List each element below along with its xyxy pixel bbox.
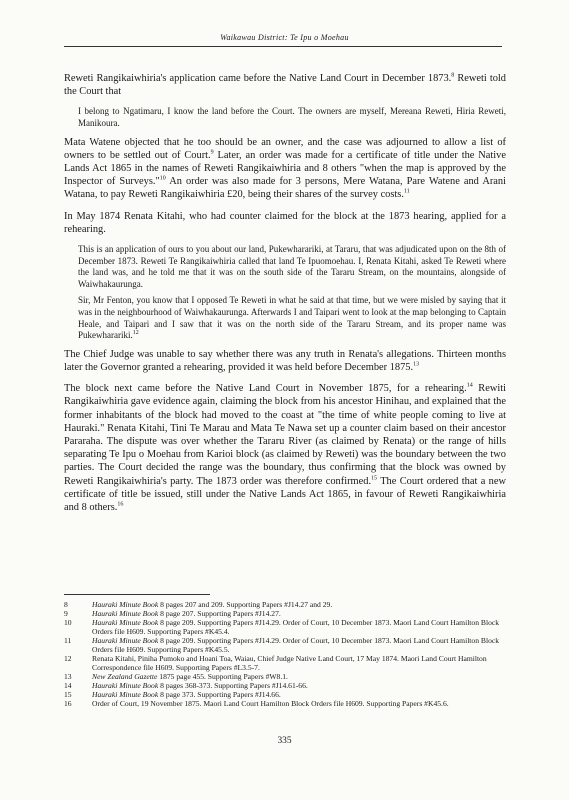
paragraph-1: Reweti Rangikaiwhiria's application came before the Native Land Court in December 1873.$^8$ Reweti told the Court that <box>64 72 506 98</box>
paragraph-4: The Chief Judge was unable to say whether there was any truth in Renata's allegations. Thirteen months later the Governor granted a rehearing, provided it was held before December 1875.13 <box>64 348 506 373</box>
footnote-ref-10[interactable]: 10 <box>159 175 166 182</box>
page-number: 335 <box>277 736 292 746</box>
footnote-item: 15 Hauraki Minute Book 8 page 373. Supporting Papers #J14.66. <box>64 690 281 699</box>
footnote-ref-8[interactable]: 8 <box>451 72 455 79</box>
footnote-ref-9[interactable]: 9 <box>210 149 214 156</box>
footnote-rule <box>64 594 210 595</box>
paragraph-3: In May 1874 Renata Kitahi, who had counter claimed for the block at the 1873 hearing, applied for a rehearing. <box>64 210 506 235</box>
footnote-ref-11[interactable]: 11 <box>403 188 410 195</box>
paragraph-2: Mata Watene objected that he too should be an owner, and the case was adjourned to allow a list of owners to be settled out of Court.$^9$ Later, an order was made for a certificate of title under the Native Lands Act 1865 in the names of Reweti Rangikaiwhiria and 8 others "when the map is approved by the Inspector of Surveys."$^{10}$ An order was also made for 3 persons, Mere Watana, Pare Watene and Arani Watana, to pay Reweti Rangikaiwhiria £20, being their shares of the survey costs.$^{11}$ <box>64 136 506 201</box>
footnote-item: 8 Hauraki Minute Book 8 pages 207 and 209. Supporting Papers #J14.27 and 29. <box>64 600 333 609</box>
footnote-item: 14 Hauraki Minute Book 8 pages 368-373. Supporting Papers #J14.61-66. <box>64 681 308 690</box>
header-rule <box>64 46 502 47</box>
footnote-item: 16 Order of Court, 19 November 1875. Maori Land Court Hamilton Block Orders file H609. Supporting Papers #K45.6. <box>64 699 449 708</box>
footnote-ref-15[interactable]: 15 <box>371 475 378 482</box>
paragraph-5: The block next came before the Native Land Court in November 1875, for a rehearing.$^{14}$ Rewiti Rangikaiwhiria gave evidence again, claiming the block from his ancestor Hinihau, and explained that the former inhabitants of the block had moved to the coast at "the time of white people coming to live at Hauraki." Renata Kitahi, Tini Te Marau and Mata Te Nawa set up a counter claim based on their ancestor Pararaha. The dispute was over whether the Tararu River (as claimed by Renata) or the range of hills separating Te Ipu o Moehau from Karioi block (as claimed by Reweti) was the boundary between the two parties. The Court decided the range was the boundary, thus confirming that the block was owned by Reweti Rangikaiwhiria's party. The 1873 order was therefore confirmed.$^{15}$ The Court ordered that a new certificate of title be issued, still under the Native Lands Act 1865, in favour of Reweti Rangikaiwhiria and 8 others.$^{16}$ <box>64 382 506 513</box>
footnote-item: 10 Hauraki Minute Book 8 page 209. Supporting Papers #J14.29. Order of Court, 10 December 1873. Maori Land Court Hamilton Block Orders file H609. Supporting Papers #K45.4. <box>64 618 500 636</box>
block-quote-1: I belong to Ngatimaru, I know the land before the Court. The owners are myself, Mereana Reweti, Hiria Reweti, Manikoura. <box>78 106 506 128</box>
footnote-item: 9 Hauraki Minute Book 8 page 207. Supporting Papers #J14.27. <box>64 609 281 618</box>
footnote-ref-14[interactable]: 14 <box>466 382 473 389</box>
footnotes <box>64 600 504 708</box>
footnote-item: 11 Hauraki Minute Book 8 page 209. Supporting Papers #J14.29. Order of Court, 10 December 1873. Maori Land Court Hamilton Block Orders file H609. Supporting Papers #K45.5. <box>64 636 500 654</box>
footnote-ref-13[interactable]: 13 <box>413 361 420 368</box>
running-header: Waikawau District: Te Ipu o Moehau <box>220 33 349 42</box>
block-quote-2: This is an application of ours to you about our land, Pukewharariki, at Tararu, that was adjudicated upon on the 8th of December 1873. Reweti Te Rangikaiwhiria called that land Te Ipuomoehau. I, Renata Kitahi, asked Te Reweti where the land was, and he told me that it was on the south side of the Tararu Stream, on the mountains, alongside of Waiwhakaurunga. Sir, Mr Fenton, you know that I opposed Te Reweti in what he said at that time, but we were misled by saying that it was in the neighbourhood of Waiwhakaurunga. Afterwards I and Taipari went to look at the map belonging to Captain Heale, and Taipari and I saw that it was on the north side of the Tararu Stream, and its proper name was Pukewharariki.$^{12}$ <box>78 244 506 341</box>
footnote-ref-12[interactable]: 12 <box>132 330 139 337</box>
body-text <box>64 72 506 522</box>
footnote-item: 12 Renata Kitahi, Piniha Pumoko and Hoani Toa, Waiau, Chief Judge Native Land Court, 17 May 1874. Maori Land Court Hamilton Correspondence file H609. Supporting Papers #L3.5-7. <box>64 654 487 672</box>
footnote-ref-16[interactable]: 16 <box>117 501 124 508</box>
footnote-item: 13 New Zealand Gazette 1875 page 455. Supporting Papers #W8.1. <box>64 672 288 681</box>
